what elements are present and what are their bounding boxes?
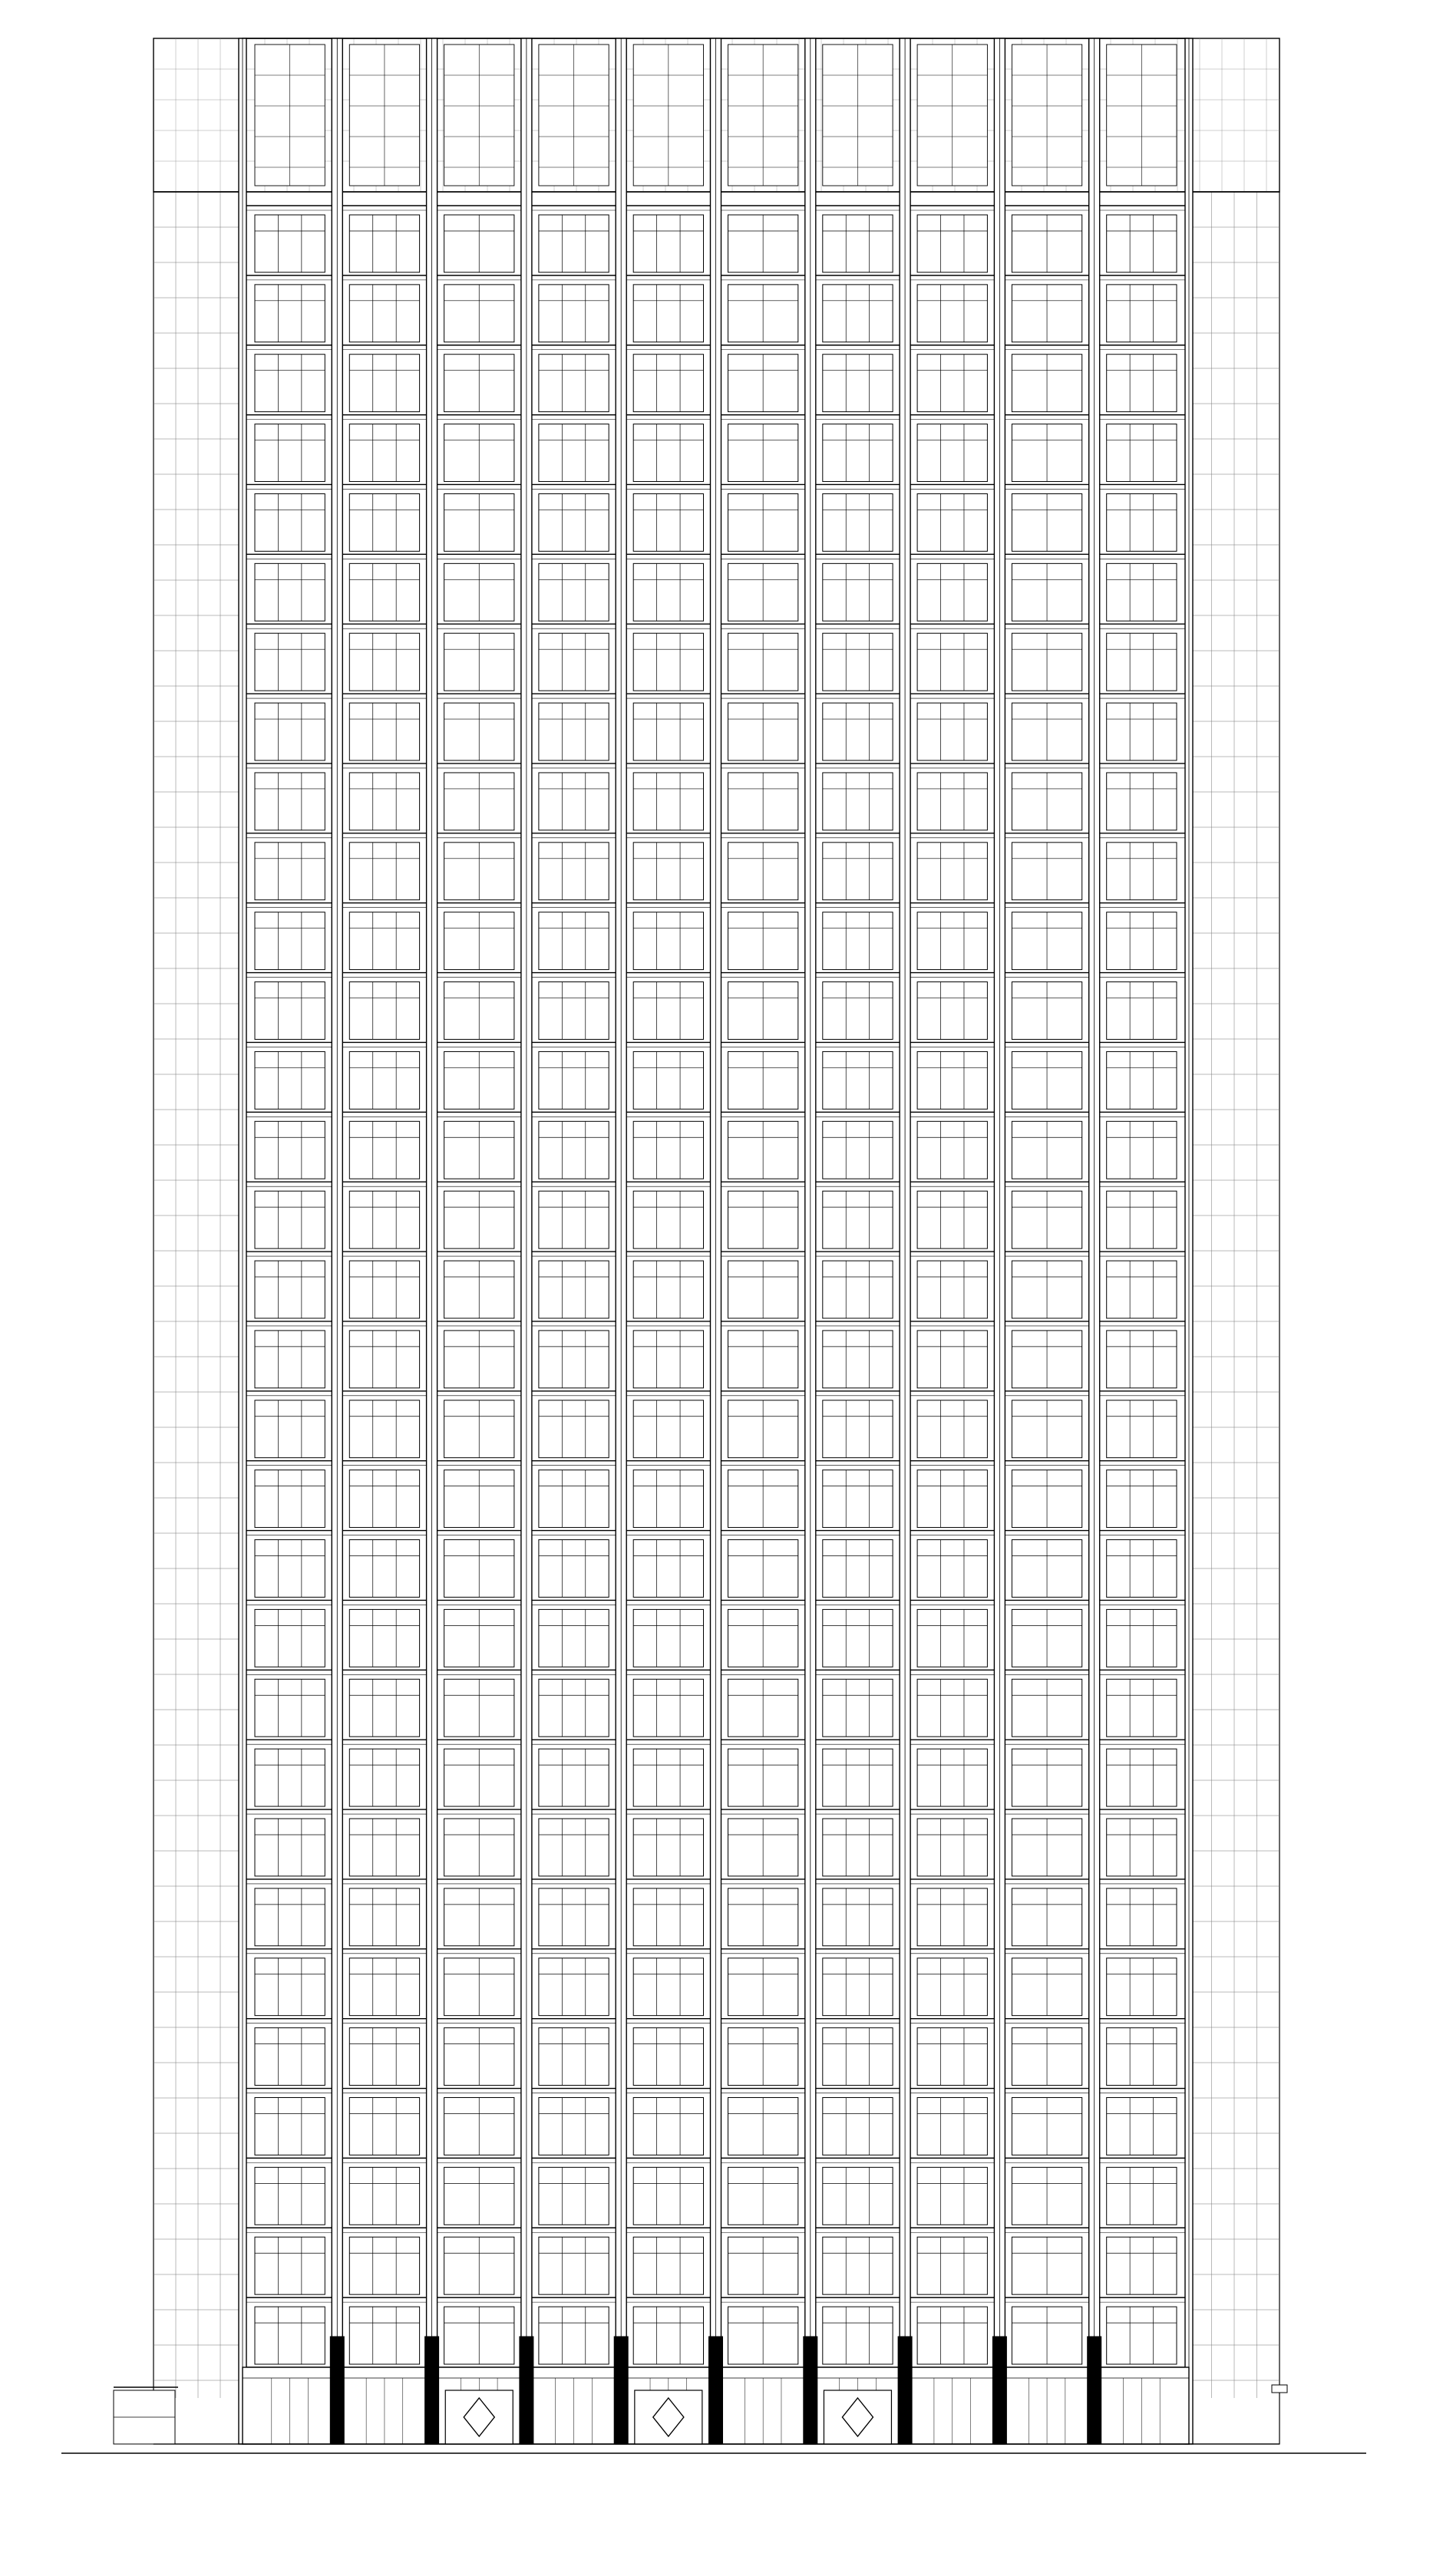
window-unit (255, 1331, 325, 1388)
column-base (709, 2337, 723, 2444)
window-unit (349, 1540, 419, 1598)
window-unit (823, 2237, 893, 2294)
window-unit (823, 2307, 893, 2364)
window-unit (633, 2237, 703, 2294)
window-unit (349, 1121, 419, 1179)
window-unit (823, 703, 893, 760)
window-unit (1107, 773, 1177, 830)
window-unit (917, 703, 987, 760)
window-unit (539, 912, 609, 970)
window-unit (255, 2167, 325, 2225)
window-unit (255, 1470, 325, 1528)
window-unit (633, 1051, 703, 1109)
window-unit (1107, 1540, 1177, 1598)
window-unit (633, 355, 703, 412)
window-unit (917, 563, 987, 621)
window-unit (823, 2098, 893, 2155)
window-unit (349, 1400, 419, 1458)
window-unit (823, 285, 893, 342)
window-unit (1107, 215, 1177, 272)
window-unit (539, 2307, 609, 2364)
window-unit (539, 633, 609, 691)
window-unit (1107, 633, 1177, 691)
column-base (804, 2337, 817, 2444)
window-unit (349, 1888, 419, 1946)
window-unit (823, 1191, 893, 1248)
window-unit (255, 703, 325, 760)
window-unit (633, 1261, 703, 1318)
window-unit (255, 424, 325, 482)
window-unit (539, 703, 609, 760)
window-unit (633, 1331, 703, 1388)
window-unit (255, 1191, 325, 1248)
window-unit (917, 2028, 987, 2086)
window-unit (633, 1540, 703, 1598)
window-unit (349, 2237, 419, 2294)
window-unit (255, 633, 325, 691)
window-unit (823, 1749, 893, 1806)
window-unit (349, 1749, 419, 1806)
window-unit (349, 563, 419, 621)
window-unit (1107, 703, 1177, 760)
window-unit (539, 1888, 609, 1946)
window-unit (917, 2237, 987, 2294)
window-unit (349, 424, 419, 482)
right-annex-cap (1272, 2385, 1287, 2393)
window-unit (633, 1470, 703, 1528)
window-unit (539, 843, 609, 900)
window-unit (823, 1888, 893, 1946)
window-unit (349, 1470, 419, 1528)
window-unit (633, 982, 703, 1040)
window-unit (917, 843, 987, 900)
column-base (898, 2337, 912, 2444)
window-unit (633, 1819, 703, 1876)
window-unit (539, 563, 609, 621)
window-unit (539, 1749, 609, 1806)
window-unit (1107, 843, 1177, 900)
window-unit (539, 1261, 609, 1318)
window-unit (1107, 1888, 1177, 1946)
window-unit (255, 1400, 325, 1458)
window-unit (255, 563, 325, 621)
window-unit (539, 493, 609, 551)
window-unit (633, 1609, 703, 1667)
window-unit (823, 424, 893, 482)
window-unit (1107, 2307, 1177, 2364)
window-unit (539, 2098, 609, 2155)
window-unit (633, 424, 703, 482)
window-unit (917, 1191, 987, 1248)
window-unit (539, 1470, 609, 1528)
window-unit (349, 1819, 419, 1876)
window-unit (539, 1121, 609, 1179)
window-unit (255, 215, 325, 272)
column-base (614, 2337, 628, 2444)
window-unit (1107, 1749, 1177, 1806)
window-unit (255, 2237, 325, 2294)
window-unit (349, 215, 419, 272)
window-unit (539, 2167, 609, 2225)
window-unit (823, 982, 893, 1040)
window-unit (917, 2307, 987, 2364)
window-unit (255, 2028, 325, 2086)
window-unit (1107, 1400, 1177, 1458)
window-unit (539, 773, 609, 830)
window-unit (255, 843, 325, 900)
window-unit (823, 563, 893, 621)
window-unit (349, 633, 419, 691)
window-unit (823, 1819, 893, 1876)
window-unit (1107, 2098, 1177, 2155)
left-side-wall (154, 192, 243, 2444)
window-unit (823, 1540, 893, 1598)
window-unit (633, 2028, 703, 2086)
window-unit (633, 912, 703, 970)
window-unit (539, 1819, 609, 1876)
window-unit (823, 215, 893, 272)
window-unit (1107, 1470, 1177, 1528)
window-unit (823, 633, 893, 691)
window-unit (917, 1749, 987, 1806)
window-unit (633, 703, 703, 760)
window-unit (539, 1400, 609, 1458)
window-unit (823, 1470, 893, 1528)
window-unit (539, 285, 609, 342)
window-unit (539, 1191, 609, 1248)
window-unit (539, 215, 609, 272)
window-unit (823, 1121, 893, 1179)
window-unit (539, 1958, 609, 2016)
window-unit (823, 2028, 893, 2086)
window-unit (255, 2307, 325, 2364)
window-unit (349, 2167, 419, 2225)
window-unit (917, 1331, 987, 1388)
window-unit (823, 493, 893, 551)
window-unit (255, 1819, 325, 1876)
window-unit (349, 1331, 419, 1388)
window-unit (1107, 285, 1177, 342)
window-unit (633, 2167, 703, 2225)
window-unit (255, 493, 325, 551)
window-unit (255, 2098, 325, 2155)
window-unit (349, 1958, 419, 2016)
window-unit (349, 355, 419, 412)
window-unit (349, 843, 419, 900)
window-unit (349, 2307, 419, 2364)
window-unit (1107, 2167, 1177, 2225)
window-unit (539, 2028, 609, 2086)
window-unit (917, 493, 987, 551)
window-unit (917, 1819, 987, 1876)
window-unit (349, 2098, 419, 2155)
window-unit (539, 424, 609, 482)
window-unit (633, 1121, 703, 1179)
window-unit (633, 1749, 703, 1806)
window-unit (255, 1958, 325, 2016)
window-unit (633, 843, 703, 900)
window-unit (917, 2167, 987, 2225)
window-unit (917, 1051, 987, 1109)
window-unit (255, 355, 325, 412)
window-unit (539, 2237, 609, 2294)
window-unit (633, 773, 703, 830)
window-unit (823, 1400, 893, 1458)
window-unit (917, 215, 987, 272)
window-unit (539, 355, 609, 412)
window-unit (823, 1051, 893, 1109)
window-unit (917, 912, 987, 970)
window-unit (633, 1191, 703, 1248)
window-unit (1107, 1331, 1177, 1388)
window-unit (255, 773, 325, 830)
window-unit (823, 2167, 893, 2225)
window-unit (539, 1051, 609, 1109)
window-unit (823, 773, 893, 830)
window-unit (1107, 1051, 1177, 1109)
window-unit (255, 1540, 325, 1598)
window-unit (633, 2098, 703, 2155)
ground-floor-podium (114, 2337, 1287, 2444)
window-unit (349, 982, 419, 1040)
window-unit (349, 1679, 419, 1737)
window-unit (255, 285, 325, 342)
window-unit (917, 1121, 987, 1179)
window-unit (917, 1609, 987, 1667)
window-unit (1107, 2028, 1177, 2086)
window-unit (1107, 355, 1177, 412)
window-unit (917, 1400, 987, 1458)
window-unit (539, 1540, 609, 1598)
window-unit (633, 1400, 703, 1458)
window-unit (917, 424, 987, 482)
window-unit (917, 285, 987, 342)
window-unit (633, 2307, 703, 2364)
window-unit (1107, 1958, 1177, 2016)
window-unit (1107, 563, 1177, 621)
window-unit (349, 493, 419, 551)
window-unit (349, 2028, 419, 2086)
window-unit (633, 1679, 703, 1737)
window-unit (255, 1051, 325, 1109)
window-unit (349, 773, 419, 830)
window-unit (1107, 2237, 1177, 2294)
window-unit (633, 1888, 703, 1946)
window-unit (1107, 493, 1177, 551)
window-unit (349, 1191, 419, 1248)
window-unit (349, 285, 419, 342)
window-unit (539, 1609, 609, 1667)
window-unit (539, 1679, 609, 1737)
window-unit (255, 1888, 325, 1946)
window-unit (633, 633, 703, 691)
window-unit (823, 1261, 893, 1318)
window-unit (1107, 1261, 1177, 1318)
window-unit (255, 1261, 325, 1318)
window-unit (633, 1958, 703, 2016)
window-unit (633, 493, 703, 551)
window-unit (255, 1121, 325, 1179)
window-unit (255, 912, 325, 970)
window-unit (349, 1609, 419, 1667)
window-unit (1107, 1121, 1177, 1179)
window-unit (823, 1679, 893, 1737)
window-unit (1107, 424, 1177, 482)
window-unit (349, 912, 419, 970)
window-unit (539, 1331, 609, 1388)
window-unit (917, 1540, 987, 1598)
column-base (330, 2337, 344, 2444)
window-unit (917, 633, 987, 691)
window-unit (1107, 1679, 1177, 1737)
ground-line (61, 2444, 1366, 2453)
window-unit (349, 703, 419, 760)
window-unit (633, 215, 703, 272)
window-unit (823, 1609, 893, 1667)
window-unit (917, 773, 987, 830)
column-base (520, 2337, 533, 2444)
window-unit (917, 1470, 987, 1528)
window-unit (917, 1679, 987, 1737)
window-unit (917, 1888, 987, 1946)
window-unit (633, 285, 703, 342)
column-base (1088, 2337, 1101, 2444)
window-unit (255, 1749, 325, 1806)
column-base (425, 2337, 439, 2444)
window-unit (349, 1261, 419, 1318)
window-unit (917, 2098, 987, 2155)
window-unit (823, 912, 893, 970)
window-unit (1107, 982, 1177, 1040)
window-unit (1107, 1191, 1177, 1248)
window-unit (1107, 1609, 1177, 1667)
window-unit (917, 1958, 987, 2016)
column-base (992, 2337, 1006, 2444)
right-side-wall (1189, 192, 1279, 2444)
window-unit (255, 1679, 325, 1737)
window-unit (633, 563, 703, 621)
window-unit (823, 1331, 893, 1388)
window-unit (349, 1051, 419, 1109)
window-unit (255, 982, 325, 1040)
window-unit (539, 982, 609, 1040)
window-unit (823, 355, 893, 412)
window-unit (917, 982, 987, 1040)
window-unit (255, 1609, 325, 1667)
window-unit (1107, 1819, 1177, 1876)
vertical-fins (239, 38, 1193, 2444)
window-unit (1107, 912, 1177, 970)
window-unit (917, 1261, 987, 1318)
window-unit (823, 843, 893, 900)
window-unit (917, 355, 987, 412)
window-unit (823, 1958, 893, 2016)
